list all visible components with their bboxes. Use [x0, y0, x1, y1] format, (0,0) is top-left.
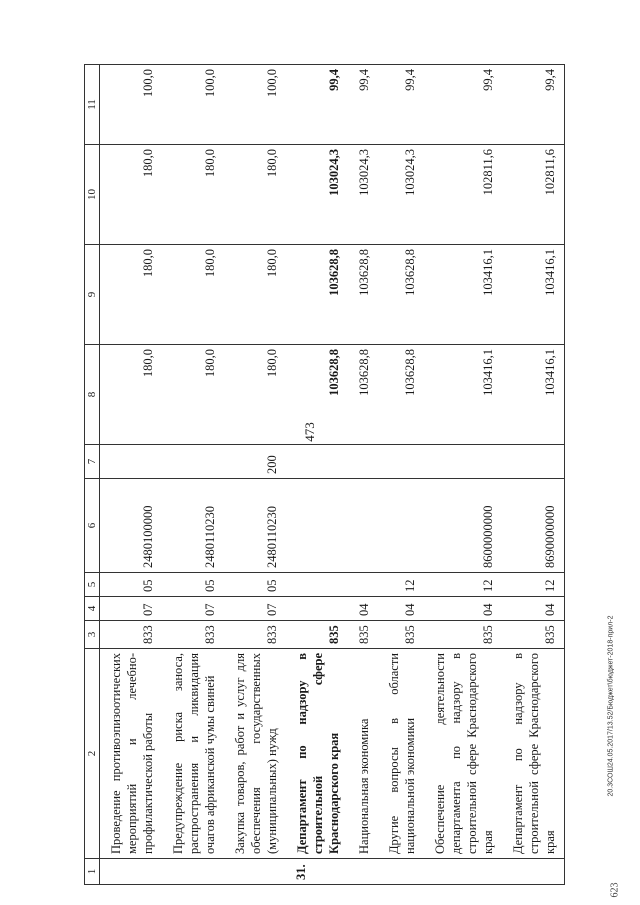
header-cell: 1 — [85, 859, 100, 885]
ministry-code: 835 — [378, 621, 424, 649]
value-col8: 180,0 — [224, 345, 286, 445]
table-row — [100, 65, 163, 885]
value-col9: 180,0 — [224, 245, 286, 345]
table-row — [502, 65, 565, 885]
subsection-code: 12 — [378, 573, 424, 597]
ministry-code: 835 — [286, 621, 348, 649]
header-cell: 2 — [85, 649, 100, 859]
expense-type-code — [162, 445, 224, 479]
subsection-code — [348, 573, 378, 597]
row-number — [348, 859, 378, 885]
row-name: Предупреждение риска заноса, распространения и ликвидация очагов африканской чумы свиней — [162, 649, 224, 859]
value-col9: 180,0 — [162, 245, 224, 345]
budget-table-container — [84, 65, 582, 885]
row-number — [378, 859, 424, 885]
expense-type-code — [378, 445, 424, 479]
table-row — [424, 65, 502, 885]
value-col10: 103024,3 — [286, 145, 348, 245]
header-cell: 6 — [85, 479, 100, 573]
value-col10: 180,0 — [224, 145, 286, 245]
section-code: 04 — [348, 597, 378, 621]
subsection-code: 05 — [100, 573, 163, 597]
percent-col11: 100,0 — [162, 65, 224, 145]
header-cell: 7 — [85, 445, 100, 479]
table-row-department — [286, 65, 348, 885]
page-number: 473 — [302, 422, 317, 442]
section-code: 07 — [162, 597, 224, 621]
value-col10: 180,0 — [100, 145, 163, 245]
section-code: 07 — [100, 597, 163, 621]
ministry-code: 835 — [502, 621, 565, 649]
row-number: 31. — [286, 859, 348, 885]
section-code: 07 — [224, 597, 286, 621]
expense-type-code — [100, 445, 163, 479]
header-cell: 3 — [85, 621, 100, 649]
document-footer: 20.3СОШ24.05.2017/13.52/Бюджет\бюджет-2018-прил-2 — [607, 615, 615, 797]
subsection-code: 05 — [162, 573, 224, 597]
value-col9: 103416,1 — [424, 245, 502, 345]
target-article-code: 2480100000 — [100, 479, 163, 573]
table-header-row — [85, 65, 100, 885]
ministry-code: 835 — [424, 621, 502, 649]
ministry-code: 833 — [162, 621, 224, 649]
value-col10: 102811,6 — [502, 145, 565, 245]
header-cell: 11 — [85, 65, 100, 145]
table-row — [162, 65, 224, 885]
value-col10: 103024,3 — [348, 145, 378, 245]
target-article-code: 8600000000 — [424, 479, 502, 573]
row-name: Закупка товаров, работ и услуг для обеспечения государственных (муниципальных) нужд — [224, 649, 286, 859]
expense-type-code — [424, 445, 502, 479]
percent-col11: 99,4 — [502, 65, 565, 145]
row-number — [502, 859, 565, 885]
value-col10: 103024,3 — [378, 145, 424, 245]
expense-type-code — [348, 445, 378, 479]
expense-type-code: 200 — [224, 445, 286, 479]
value-col8: 103628,8 — [286, 345, 348, 445]
target-article-code — [348, 479, 378, 573]
row-name: Проведение противоэпизоотических мероприятий и лечебно-профилактической работы — [100, 649, 163, 859]
target-article-code — [286, 479, 348, 573]
value-col8: 180,0 — [100, 345, 163, 445]
section-code: 04 — [424, 597, 502, 621]
table-row — [224, 65, 286, 885]
row-name: Департамент по надзору в строительной сфере Краснодарского края — [502, 649, 565, 859]
section-code: 04 — [502, 597, 565, 621]
subsection-code — [286, 573, 348, 597]
expense-type-code — [286, 445, 348, 479]
header-cell: 8 — [85, 345, 100, 445]
value-col9: 103628,8 — [348, 245, 378, 345]
value-col9: 103416,1 — [502, 245, 565, 345]
row-number — [100, 859, 163, 885]
subsection-code: 12 — [502, 573, 565, 597]
value-col10: 180,0 — [162, 145, 224, 245]
table-row — [378, 65, 424, 885]
target-article-code — [378, 479, 424, 573]
value-col9: 103628,8 — [286, 245, 348, 345]
expense-type-code — [502, 445, 565, 479]
target-article-code: 8690000000 — [502, 479, 565, 573]
row-number — [224, 859, 286, 885]
subsection-code: 12 — [424, 573, 502, 597]
row-name: Национальная экономика — [348, 649, 378, 859]
ministry-code: 833 — [224, 621, 286, 649]
row-name: Обеспечение деятельности департамента по надзору в строительной сфере Краснодарского края — [424, 649, 502, 859]
target-article-code: 2480110230 — [162, 479, 224, 573]
section-code — [286, 597, 348, 621]
value-col9: 103628,8 — [378, 245, 424, 345]
subsection-code: 05 — [224, 573, 286, 597]
percent-col11: 99,4 — [286, 65, 348, 145]
header-cell: 9 — [85, 245, 100, 345]
target-article-code: 2480110230 — [224, 479, 286, 573]
value-col8: 180,0 — [162, 345, 224, 445]
row-number — [162, 859, 224, 885]
ministry-code: 833 — [100, 621, 163, 649]
row-name: Другие вопросы в области национальной экономики — [378, 649, 424, 859]
value-col8: 103416,1 — [502, 345, 565, 445]
value-col8: 103628,8 — [378, 345, 424, 445]
percent-col11: 99,4 — [378, 65, 424, 145]
corner-mark: 623 — [609, 882, 621, 898]
row-number — [424, 859, 502, 885]
value-col10: 102811,6 — [424, 145, 502, 245]
value-col8: 103416,1 — [424, 345, 502, 445]
value-col9: 180,0 — [100, 245, 163, 345]
header-cell: 4 — [85, 597, 100, 621]
percent-col11: 99,4 — [348, 65, 378, 145]
percent-col11: 100,0 — [100, 65, 163, 145]
ministry-code: 835 — [348, 621, 378, 649]
percent-col11: 100,0 — [224, 65, 286, 145]
table-row — [348, 65, 378, 885]
value-col8: 103628,8 — [348, 345, 378, 445]
section-code: 04 — [378, 597, 424, 621]
header-cell: 10 — [85, 145, 100, 245]
percent-col11: 99,4 — [424, 65, 502, 145]
header-cell: 5 — [85, 573, 100, 597]
budget-table — [84, 64, 565, 885]
row-name: Департамент по надзору в строительной сфере Краснодарского края — [286, 649, 348, 859]
